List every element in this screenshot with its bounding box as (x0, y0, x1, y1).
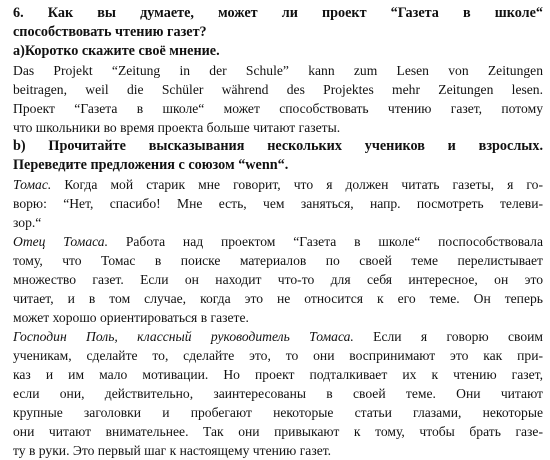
tomas-statement-line-2: ворю: “Нет, спасибо! Мне есть, чем заняться, напр. посмотреть телеви- (13, 196, 543, 211)
tomas-statement-line-1 (13, 175, 543, 194)
teacher-statement-line-7: ту в руки. Это первый шаг к настоящему чтению газет. (13, 443, 332, 458)
part-a-line-2: beitragen, weil die Schüler während des Projektes mehr Zeitungen lesen. (13, 82, 543, 97)
father-statement-line-4: читает, и в том случае, когда это не относится к его теме. Он теперь (13, 291, 543, 306)
father-statement-text-1: Работа над проектом “Газета в школе“ поспособствовала (108, 234, 543, 249)
father-statement-line-3: множество газет. Если он находит что-то для себя интересное, он это (13, 272, 543, 287)
father-statement-line-5: может хорошо ориентироваться в газете. (13, 310, 249, 325)
part-b-heading-line-1: b) Прочитайте высказывания нескольких учеников и взрослых. (13, 138, 543, 154)
part-a-line-4: что школьники во время проекта больше читают газеты. (13, 120, 341, 135)
part-b-heading-line-2: Переведите предложения с союзом “wenn“. (13, 157, 289, 173)
part-a-line-1: Das Projekt “Zeitung in der Schule” kann zum Lesen von Zeitungen (13, 63, 543, 78)
tomas-statement-line-3: зор.“ (13, 215, 42, 230)
father-statement-line-2: тому, что Томас в поиске материалов по своей теме перелистывает (13, 253, 543, 268)
father-statement-line-1 (13, 232, 543, 251)
tomas-statement-text-1: Когда мой старик мне говорит, что я должен читать газеты, я го- (51, 177, 543, 192)
teacher-statement-text-1: Если я говорю своим (353, 329, 543, 344)
document-page (13, 4, 543, 460)
part-a-line-3: Проект “Газета в школе“ может способствовать чтению газет, потому (13, 101, 543, 116)
teacher-statement-line-2: ученикам, сделайте то, сделайте это, то они воспринимают это как при- (13, 348, 543, 363)
teacher-statement-line-5: крупные заголовки и пробегают некоторые статьи глазами, некоторые (13, 405, 543, 420)
teacher-statement-line-6: они читают внимательнее. Так они привыкают к тому, чтобы брать газе- (13, 424, 543, 439)
teacher-statement-line-1 (13, 327, 543, 346)
question-line-1: 6. Как вы думаете, может ли проект “Газета в школе“ (13, 5, 543, 21)
question-line-2: способствовать чтению газет? (13, 24, 207, 40)
speaker-father: Отец Томаса. (13, 234, 108, 249)
speaker-teacher: Господин Поль, классный руководитель Томаса. (13, 329, 354, 344)
teacher-statement-line-3: каз и им мало мотивации. Но проект подталкивает их к чтению газет, (13, 367, 543, 382)
speaker-tomas: Томас. (13, 177, 52, 192)
teacher-statement-line-4: если они, действительно, заинтересованы в своей теме. Они читают (13, 386, 543, 401)
part-a-heading: a)Коротко скажите своё мнение. (13, 43, 220, 59)
